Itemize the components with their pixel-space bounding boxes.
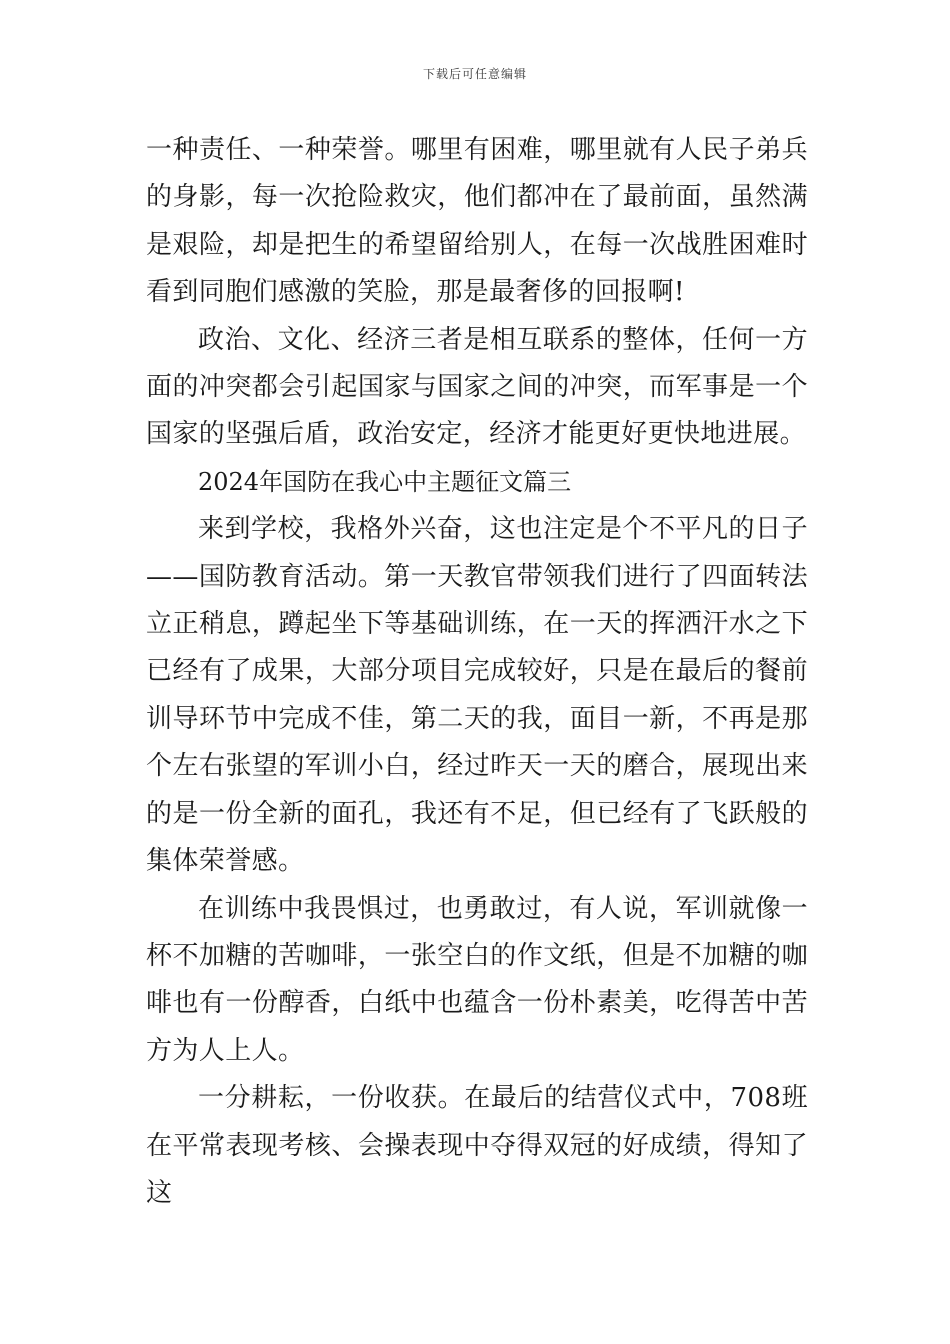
paragraph-training: 在训练中我畏惧过，也勇敢过，有人说，军训就像一杯不加糖的苦咖啡，一张空白的作文纸，但是不加糖的咖啡也有一份醇香，白纸中也蕴含一份朴素美，吃得苦中苦方为人上人。 <box>146 893 808 1066</box>
document-body <box>146 127 808 1217</box>
paragraph-school: 来到学校，我格外兴奋，这也注定是个不平凡的日子——国防教育活动。第一天教官带领我们进行了四面转法立正稍息，蹲起坐下等基础训练，在一天的挥洒汗水之下已经有了成果，大部分项目完成较好，只是在最后的餐前训导环节中完成不佳，第二天的我，面目一新，不再是那个左右张望的军训小白，经过昨天一天的磨合，展现出来的是一份全新的面孔，我还有不足，但已经有了飞跃般的集体荣誉感。 <box>146 514 808 877</box>
section-heading: 2024年国防在我心中主题征文篇三 <box>198 467 572 496</box>
paragraph-harvest: 一分耕耘，一份收获。在最后的结营仪式中，708班在平常表现考核、会操表现中夺得双冠的好成绩，得知了这 <box>146 1083 808 1208</box>
paragraph-continuation: 一种责任、一种荣誉。哪里有困难，哪里就有人民子弟兵的身影，每一次抢险救灾，他们都冲在了最前面，虽然满是艰险，却是把生的希望留给别人，在每一次战胜困难时看到同胞们感激的笑脸，那是最奢侈的回报啊! <box>146 135 808 308</box>
paragraph-politics: 政治、文化、经济三者是相互联系的整体，任何一方面的冲突都会引起国家与国家之间的冲突，而军事是一个国家的坚强后盾，政治安定，经济才能更好更快地进展。 <box>146 324 808 450</box>
page-header: 下载后可任意编辑 <box>422 67 527 81</box>
